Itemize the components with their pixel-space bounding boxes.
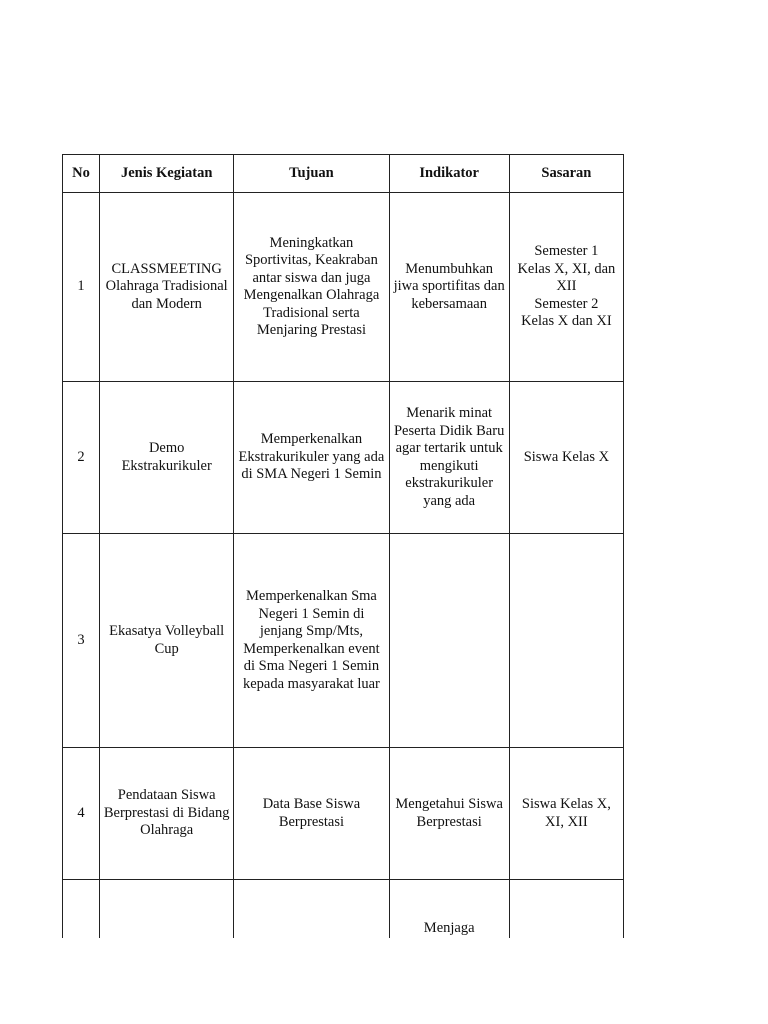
table-row bbox=[63, 382, 624, 534]
cell-sasaran: Siswa Kelas X, XI, XII bbox=[509, 748, 623, 880]
cell-tujuan: Meningkatkan Sportivitas, Keakraban antar siswa dan juga Mengenalkan Olahraga Tradisional serta Menjaring Prestasi bbox=[234, 193, 389, 382]
cell-no: 1 bbox=[63, 193, 100, 382]
cell-tujuan bbox=[234, 880, 389, 939]
cell-sasaran: Siswa Kelas X bbox=[509, 382, 623, 534]
cell-no: 4 bbox=[63, 748, 100, 880]
cell-jenis-kegiatan: CLASSMEETING Olahraga Tradisional dan Modern bbox=[100, 193, 234, 382]
header-indikator: Indikator bbox=[389, 155, 509, 193]
cell-indikator: Menumbuhkan jiwa sportifitas dan kebersamaan bbox=[389, 193, 509, 382]
cell-tujuan: Memperkenalkan Sma Negeri 1 Semin di jenjang Smp/Mts, Memperkenalkan event di Sma Negeri 1 Semin kepada masyarakat luar bbox=[234, 534, 389, 748]
table-row bbox=[63, 193, 624, 382]
cell-tujuan: Memperkenalkan Ekstrakurikuler yang ada di SMA Negeri 1 Semin bbox=[234, 382, 389, 534]
table-header-row bbox=[63, 155, 624, 193]
cell-sasaran bbox=[509, 880, 623, 939]
header-jenis-kegiatan: Jenis Kegiatan bbox=[100, 155, 234, 193]
cell-indikator bbox=[389, 534, 509, 748]
cell-indikator: Menarik minat Peserta Didik Baru agar tertarik untuk mengikuti ekstrakurikuler yang ada bbox=[389, 382, 509, 534]
cell-no bbox=[63, 880, 100, 939]
header-tujuan: Tujuan bbox=[234, 155, 389, 193]
cell-jenis-kegiatan: Ekasatya Volleyball Cup bbox=[100, 534, 234, 748]
cell-jenis-kegiatan bbox=[100, 880, 234, 939]
header-no: No bbox=[63, 155, 100, 193]
cell-tujuan: Data Base Siswa Berprestasi bbox=[234, 748, 389, 880]
cell-no: 3 bbox=[63, 534, 100, 748]
cell-sasaran bbox=[509, 534, 623, 748]
activity-table bbox=[62, 154, 624, 938]
activity-table-page bbox=[62, 154, 624, 938]
table-row bbox=[63, 880, 624, 939]
cell-jenis-kegiatan: Demo Ekstrakurikuler bbox=[100, 382, 234, 534]
table-row bbox=[63, 748, 624, 880]
cell-indikator: Menjaga bbox=[389, 880, 509, 939]
cell-no: 2 bbox=[63, 382, 100, 534]
cell-sasaran: Semester 1 Kelas X, XI, dan XII Semester 2 Kelas X dan XI bbox=[509, 193, 623, 382]
header-sasaran: Sasaran bbox=[509, 155, 623, 193]
cell-indikator: Mengetahui Siswa Berprestasi bbox=[389, 748, 509, 880]
cell-jenis-kegiatan: Pendataan Siswa Berprestasi di Bidang Olahraga bbox=[100, 748, 234, 880]
table-row bbox=[63, 534, 624, 748]
